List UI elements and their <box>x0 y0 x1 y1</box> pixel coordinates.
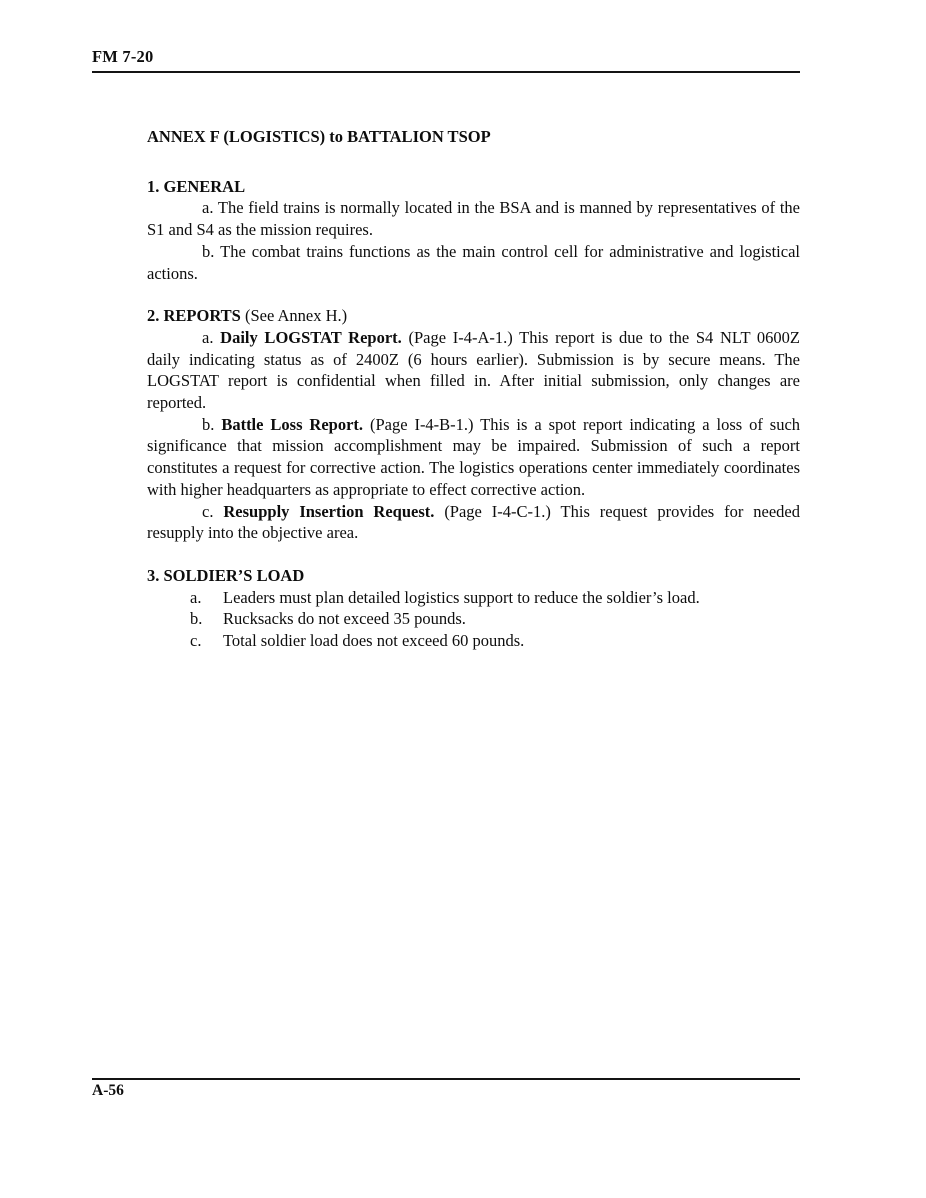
paragraph-label: b. <box>202 241 221 261</box>
list-item-label: a. <box>190 587 202 607</box>
document-title: ANNEX F (LOGISTICS) to BATTALION TSOP <box>147 127 491 146</box>
section-heading-text: 3. SOLDIER’S LOAD <box>147 565 305 585</box>
list-item-text: Leaders must plan detailed logistics support to reduce the soldier’s load. <box>223 587 700 607</box>
section-heading-text: 1. GENERAL <box>147 176 246 196</box>
section-1 <box>147 176 800 285</box>
list-item-label: c. <box>190 631 202 651</box>
paragraph-label: a. <box>202 198 218 218</box>
list-item-label: b. <box>190 609 203 629</box>
list-item <box>147 608 800 630</box>
footer-page-number: A-56 <box>92 1082 124 1099</box>
paragraph-text: The field trains is normally located in the BSA and is manned by representatives of the S1 and S4 as the mission requires. <box>147 198 800 240</box>
paragraph-label: c. <box>202 501 224 521</box>
section-heading <box>147 305 800 327</box>
header-rule <box>92 71 800 73</box>
paragraph-text: The combat trains functions as the main control cell for administrative and logistical actions. <box>147 241 800 283</box>
paragraph <box>147 241 800 284</box>
paragraph-bold-lead: Battle Loss Report. <box>221 414 370 434</box>
paragraph-label: a. <box>202 327 221 347</box>
paragraph <box>147 414 800 501</box>
section-heading <box>147 565 800 587</box>
paragraph-text: (Page I-4-A-1.) This report is due to the S4 NLT 0600Z daily indicating status as of 2400Z (6 hours earlier). Submission is by secure means. The LOGSTAT report is confidential when filled in. After initial submission, only changes are reported. <box>147 327 801 413</box>
list-item-text: Rucksacks do not exceed 35 pounds. <box>223 609 466 629</box>
paragraph-label: b. <box>202 414 222 434</box>
paragraph-bold-lead: Resupply Insertion Request. <box>223 501 445 521</box>
list-item <box>147 587 800 609</box>
list-item-text: Total soldier load does not exceed 60 pounds. <box>223 631 525 651</box>
paragraph-bold-lead: Daily LOGSTAT Report. <box>220 327 409 347</box>
section-heading <box>147 176 800 198</box>
section-heading-text: 2. REPORTS <box>147 306 241 326</box>
list <box>147 587 800 652</box>
section-2 <box>147 305 800 544</box>
paragraph <box>147 501 800 544</box>
section-heading-suffix: (See Annex H.) <box>240 306 348 326</box>
list-item <box>147 630 800 652</box>
section-3 <box>147 565 800 652</box>
paragraph <box>147 327 800 414</box>
footer-rule <box>92 1078 800 1080</box>
paragraph <box>147 197 800 240</box>
document-body <box>147 126 800 652</box>
sections <box>147 176 800 652</box>
paragraph-text: (Page I-4-C-1.) This request provides for needed resupply into the objective area. <box>147 501 801 543</box>
paragraph-text: (Page I-4-B-1.) This is a spot report indicating a loss of such significance that mission accomplishment may be impaired. Submission of such a report constitutes a request for corrective action. The logistics operations center immediately coordinates with higher headquarters as appropriate to effect corrective action. <box>147 414 801 499</box>
header-doc-number: FM 7-20 <box>92 47 154 66</box>
